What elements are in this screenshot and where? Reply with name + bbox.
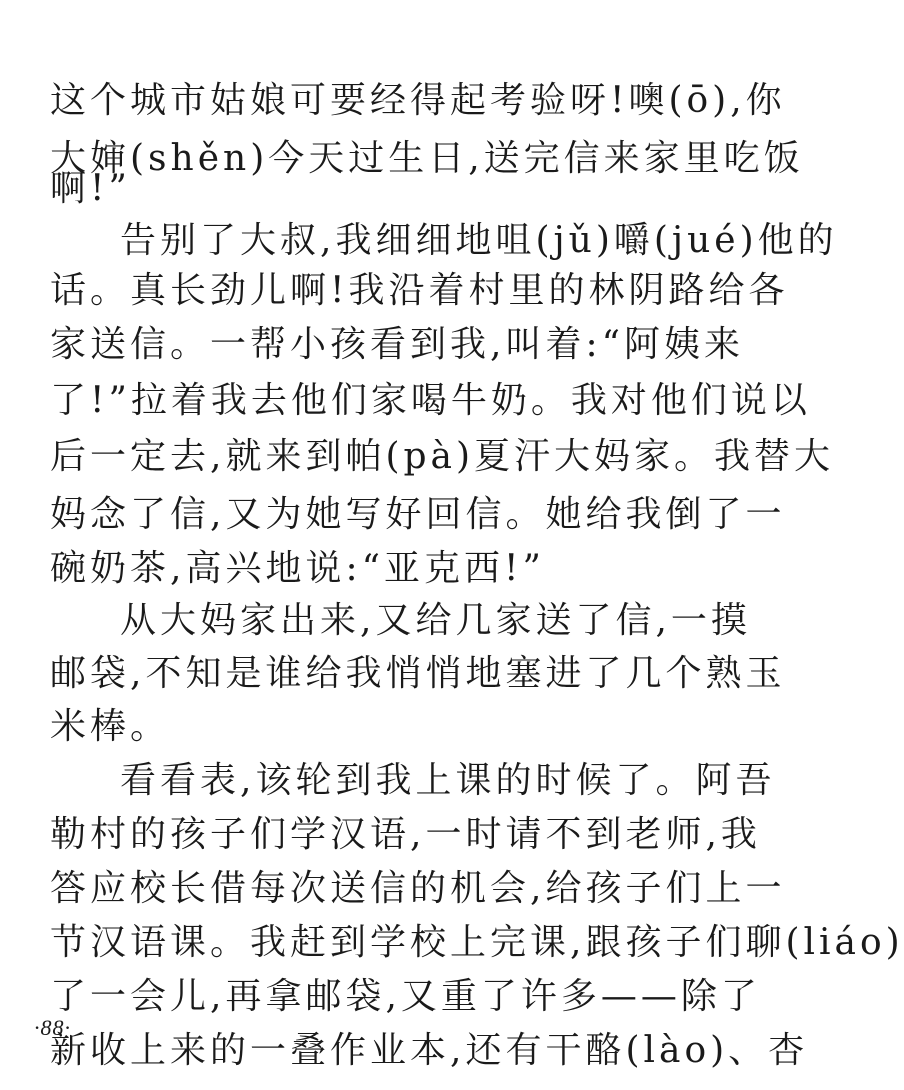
text-line-6: 家送信。一帮小孩看到我,叫着:“阿姨来 xyxy=(50,324,744,365)
text-line-8: 后一定去,就来到帕(pà)夏汗大妈家。我替大 xyxy=(50,436,835,477)
text-line-11: 从大妈家出来,又给几家送了信,一摸 xyxy=(120,600,751,641)
text-line-5: 话。真长劲儿啊!我沿着村里的林阴路给各 xyxy=(50,270,789,311)
text-line-12: 邮袋,不知是谁给我悄悄地塞进了几个熟玉 xyxy=(50,653,786,694)
text-line-4: 告别了大叔,我细细地咀(jǔ)嚼(jué)他的 xyxy=(120,220,838,261)
text-line-3: 啊!” xyxy=(50,168,131,209)
text-line-16: 答应校长借每次送信的机会,给孩子们上一 xyxy=(50,868,786,909)
text-line-2: 大婶(shěn)今天过生日,送完信来家里吃饭 xyxy=(50,138,804,179)
text-line-19: 新收上来的一叠作业本,还有干酪(lào)、杏 xyxy=(50,1030,809,1071)
text-line-15: 勒村的孩子们学汉语,一时请不到老师,我 xyxy=(50,814,761,855)
text-line-17: 节汉语课。我赶到学校上完课,跟孩子们聊(liáo) xyxy=(50,922,904,963)
text-line-7: 了!”拉着我去他们家喝牛奶。我对他们说以 xyxy=(50,380,811,421)
text-line-9: 妈念了信,又为她写好回信。她给我倒了一 xyxy=(50,494,786,535)
text-line-10: 碗奶茶,高兴地说:“亚克西!” xyxy=(50,548,545,589)
text-line-13: 米棒。 xyxy=(50,706,171,747)
text-line-1: 这个城市姑娘可要经得起考验呀!噢(ō),你 xyxy=(50,80,786,121)
text-line-14: 看看表,该轮到我上课的时候了。阿吾 xyxy=(120,760,776,801)
page-number: ·88· xyxy=(34,1015,71,1040)
text-line-18: 了一会儿,再拿邮袋,又重了许多——除了 xyxy=(50,976,761,1017)
